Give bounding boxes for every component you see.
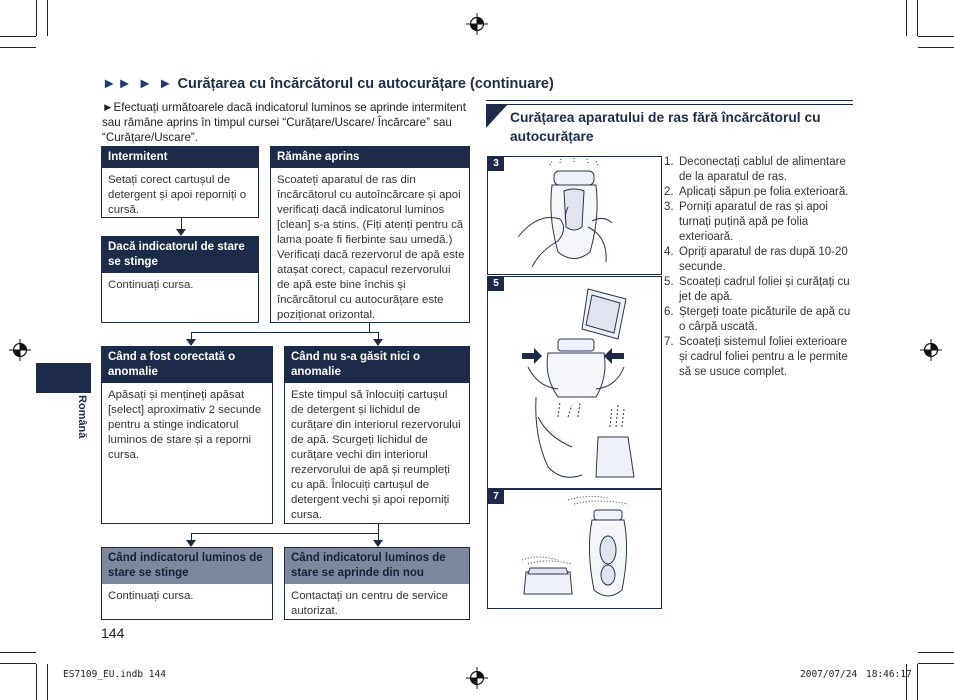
arrow-down-icon bbox=[186, 339, 196, 346]
flow-box-header: Când nu s-a găsit nici o anomalie bbox=[285, 347, 469, 383]
flow-box-stinge bbox=[101, 236, 259, 323]
section-title: Curățarea aparatului de ras fără încărcătorul cu autocurățare bbox=[510, 110, 821, 144]
arrow-left-icon bbox=[604, 348, 624, 364]
language-tab bbox=[36, 363, 91, 393]
page-title bbox=[102, 76, 554, 92]
flow-box-body: Scoateți aparatul de ras din încărcătorul cu autoîncărcare și apoi verificați dacă indicatorul luminos [clean] s-a stins. (Fiți atenți pentru că lama poate fi fierbinte sau umedă.) Verificați dacă rezervorul de apă este atașat corect, capacul rezervorului de apă este bine închis și încărcătorul cu autocurățare este poziționat orizontal. bbox=[277, 174, 465, 321]
arrow-right-icon bbox=[522, 348, 542, 364]
connector-line bbox=[369, 322, 370, 332]
flow-box-body: Contactați un centru de service autorizat. bbox=[291, 590, 449, 617]
figure-7 bbox=[487, 489, 662, 609]
list-item: 7. Scoateți sistemul foliei exterioare și cadrul foliei pentru a le permite să se usuce complet. bbox=[664, 336, 848, 378]
flow-box-intermitent bbox=[101, 146, 259, 218]
flow-box-ind-stinge bbox=[101, 547, 273, 620]
arrow-down-icon bbox=[176, 229, 186, 236]
steps-list bbox=[664, 155, 854, 380]
list-item: 4. Opriți aparatul de ras după 10-20 secunde. bbox=[664, 246, 848, 273]
shaver-soap-illustration-icon bbox=[488, 157, 661, 274]
connector-line bbox=[191, 332, 379, 333]
list-item: 2. Aplicați săpun pe folia exterioară. bbox=[664, 186, 849, 198]
page-number: 144 bbox=[101, 625, 125, 641]
list-item: 1. Deconectați cablul de alimentare de la aparatul de ras. bbox=[664, 156, 846, 183]
list-item: 5. Scoateți cadrul foliei și curățați cu jet de apă. bbox=[664, 276, 850, 303]
footer-date: 2007/07/24 bbox=[800, 669, 858, 680]
flow-box-header: Rămâne aprins bbox=[271, 147, 469, 168]
flow-box-body: Apăsați și mențineți apăsat [select] aproximativ 2 secunde pentru a stinge indicatorul luminos de stare și a reporni cursa. bbox=[108, 389, 262, 461]
registration-mark-icon bbox=[466, 667, 488, 689]
arrow-down-icon bbox=[373, 540, 383, 547]
arrow-down-icon bbox=[373, 339, 383, 346]
flow-box-header: Când indicatorul luminos de stare se stinge bbox=[102, 548, 272, 584]
flow-box-body: Continuați cursa. bbox=[108, 590, 194, 602]
registration-mark-icon bbox=[920, 339, 942, 361]
footer-time: 18:46:17 bbox=[866, 669, 912, 680]
connector-line bbox=[191, 533, 379, 534]
list-item: 6. Ștergeți toate picăturile de apă cu o cârpă uscată. bbox=[664, 306, 851, 333]
list-item: 3. Porniți aparatul de ras și apoi turnați puțină apă pe folia exterioară. bbox=[664, 201, 828, 243]
flow-box-body: Este timpul să înlocuiți cartușul de detergent și lichidul de curățare din interiorul rezervorului de apă. Scurgeți lichidul de curățare vechi din interiorul rezervorului de apă și reumpleți cu apă. Înlocuiți cartușul de detergent vechi și apoi reporniți cursa. bbox=[291, 389, 461, 521]
figure-number: 3 bbox=[488, 157, 504, 171]
flow-box-ramane-aprins bbox=[270, 146, 470, 323]
figure-5 bbox=[487, 276, 662, 489]
arrow-down-icon bbox=[186, 540, 196, 547]
flow-box-body: Setați corect cartușul de detergent și apoi reporniți o cursă. bbox=[108, 174, 247, 216]
footer-file: ES7109_EU.indb 144 bbox=[63, 669, 166, 680]
connector-line bbox=[378, 523, 379, 533]
figure-number: 7 bbox=[488, 490, 504, 504]
language-label: Română bbox=[76, 395, 88, 439]
flow-box-nu-gasit bbox=[284, 346, 470, 524]
flow-box-header: Când a fost corectată o anomalie bbox=[102, 347, 272, 383]
shaver-drying-illustration-icon bbox=[488, 490, 661, 608]
flow-box-corectata bbox=[101, 346, 273, 524]
title-text: Curățarea cu încărcătorul cu autocurățare (continuare) bbox=[177, 76, 554, 92]
foil-frame-removal-illustration-icon bbox=[488, 277, 661, 488]
figure-number: 5 bbox=[488, 277, 504, 291]
flow-box-body: Continuați cursa. bbox=[108, 279, 194, 291]
flow-box-header: Intermitent bbox=[102, 147, 258, 168]
figure-3 bbox=[487, 156, 662, 275]
flow-box-header: Dacă indicatorul de stare se stinge bbox=[102, 237, 258, 273]
flow-box-header: Când indicatorul luminos de stare se aprinde din nou bbox=[285, 548, 469, 584]
registration-mark-icon bbox=[466, 13, 488, 35]
registration-mark-icon bbox=[9, 339, 31, 361]
intro-text: ►Efectuați următoarele dacă indicatorul luminos se aprinde intermitent sau rămâne aprins în timpul cursei “Curățare/Uscare/ Încărcare” sau “Curățare/Uscare”. bbox=[102, 101, 466, 144]
title-arrows-icon: ►► ► ► bbox=[102, 76, 174, 92]
flow-box-ind-aprinde bbox=[284, 547, 470, 620]
